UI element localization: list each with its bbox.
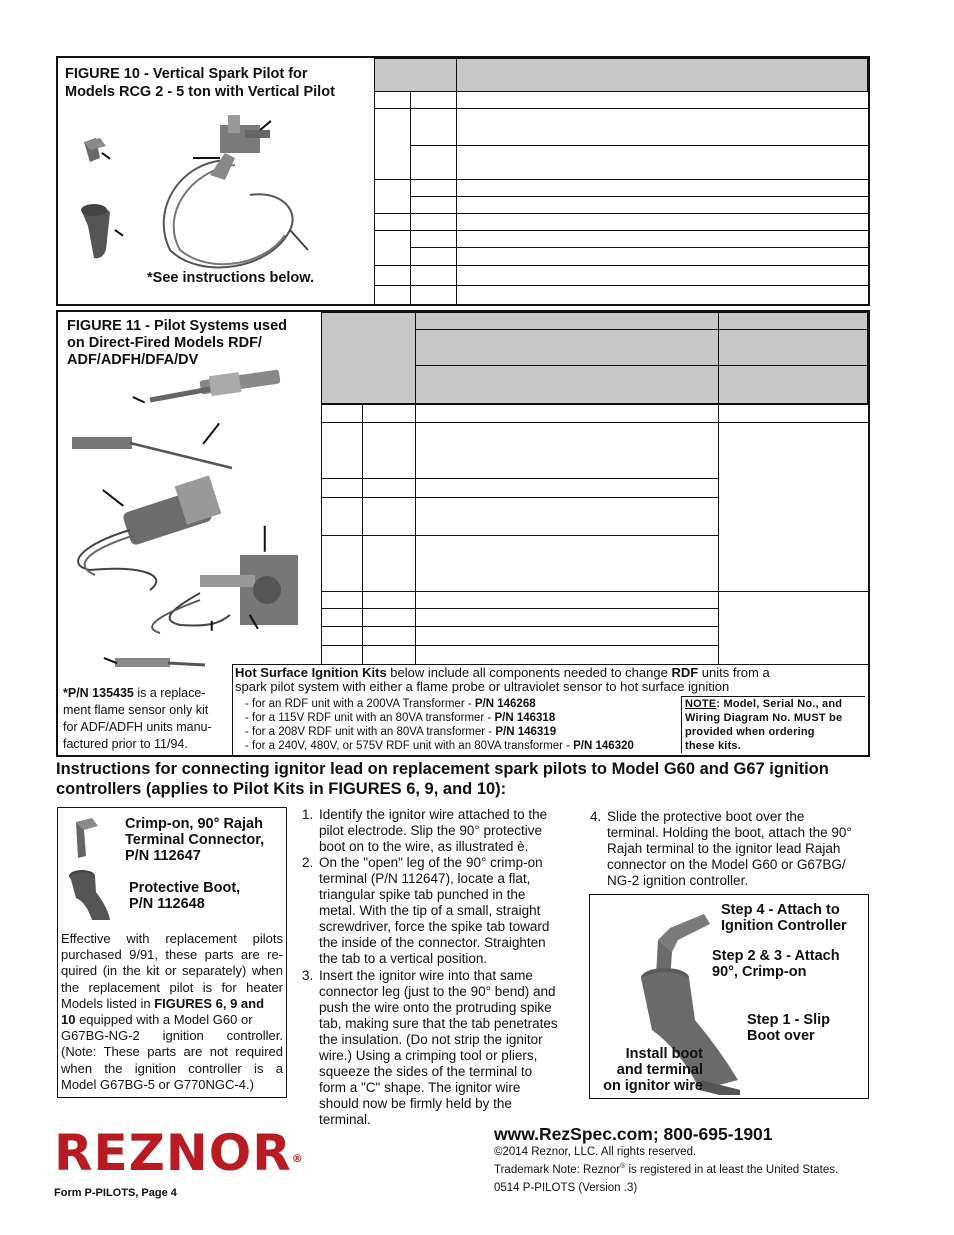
figure-11-footnote: *P/N 135435 is a replace- ment flame sensor only kit for ADF/ADFH units manu- factured prior to 11/94. <box>63 686 212 751</box>
form-page-label: Form P-PILOTS, Page 4 <box>54 1187 177 1199</box>
ignitor-probe-icon <box>115 658 205 667</box>
spark-pilot-assembly-icon <box>164 115 308 267</box>
rajah-terminal-icon <box>84 138 106 162</box>
figure-10-title: FIGURE 10 - Vertical Spark Pilot for Models RCG 2 - 5 ton with Vertical Pilot <box>65 66 335 100</box>
hsi-note-box: NOTE: Model, Serial No., and Wiring Diagram No. MUST be provided when ordering these kits. <box>681 696 865 753</box>
kit-item: - for a 240V, 480V, or 575V RDF unit with an 80VA transformer - P/N 146320 <box>245 740 634 752</box>
hsi-kits-list <box>245 697 680 753</box>
kit-item: - for a 208V RDF unit with an 80VA transformer - P/N 146319 <box>245 726 557 738</box>
see-instructions-note: *See instructions below. <box>147 270 315 286</box>
figure-11-photos <box>60 365 320 685</box>
diagram-step23-label: Step 2 & 3 - Attach 90°, Crimp-on <box>712 948 840 980</box>
kit-item: - for a 115V RDF unit with an 80VA transformer - P/N 146318 <box>245 712 556 724</box>
figure-11-title: FIGURE 11 - Pilot Systems used on Direct-Fired Models RDF/ ADF/ADFH/DFA/DV <box>67 318 287 368</box>
kit-item: - for an RDF unit with a 200VA Transformer - P/N 146268 <box>245 698 536 710</box>
version-label: 0514 P-PILOTS (Version .3) <box>494 1182 638 1194</box>
flame-sensor-icon <box>150 370 281 400</box>
table-header-cell <box>374 58 457 92</box>
flame-rod-icon <box>72 437 232 468</box>
protective-boot-icon <box>81 204 110 258</box>
contact-line[interactable]: www.RezSpec.com; 800-695-1901 <box>494 1124 773 1144</box>
crimp-on-label: Crimp-on, 90° Rajah Terminal Connector, P/N 112647 <box>125 816 265 864</box>
parts-photos <box>62 812 122 922</box>
parts-paragraph: Effective with replacement pilots purchased 9/91, these parts are re- quired (in the kit or separately) when the replacement pilot is for heater Models listed in FIGURES 6, 9 and 10 equipped with a Model G60 or G67BG-NG-2 ignition controller. (Note: These parts are not required when the ignition controller is a Model G67BG-5 or G770NGC-4.) <box>61 931 283 1092</box>
protective-boot-icon <box>69 870 110 920</box>
hsi-kits-intro: Hot Surface Ignition Kits below include all components needed to change RDF units from a spark pilot system with either a flame probe or ultraviolet sensor to hot surface ignition <box>235 665 770 694</box>
figure-10-photos <box>60 100 370 275</box>
instructions-heading: Instructions for connecting ignitor lead on replacement spark pilots to Model G60 and G67 ignition controllers (applies to Pilot Kits in FIGURES 6, 9, and 10): <box>56 760 829 798</box>
diagram-step1-label: Step 1 - Slip Boot over <box>747 1012 830 1044</box>
reznor-logo: REZNOR® <box>54 1124 304 1182</box>
trademark-note: Trademark Note: Reznor® is registered in at least the United States. <box>494 1163 839 1176</box>
table-header-cell <box>456 58 868 92</box>
diagram-step4-label: Step 4 - Attach to Ignition Controller <box>721 902 847 934</box>
rajah-terminal-icon <box>76 818 98 858</box>
uv-sensor-icon <box>78 475 221 590</box>
copyright: ©2014 Reznor, LLC. All rights reserved. <box>494 1146 697 1158</box>
protective-boot-label: Protective Boot, P/N 112648 <box>129 880 241 912</box>
diagram-install-label: Install boot and terminal on ignitor wire <box>603 1046 703 1094</box>
spark-pilot-mount-icon <box>152 555 298 633</box>
